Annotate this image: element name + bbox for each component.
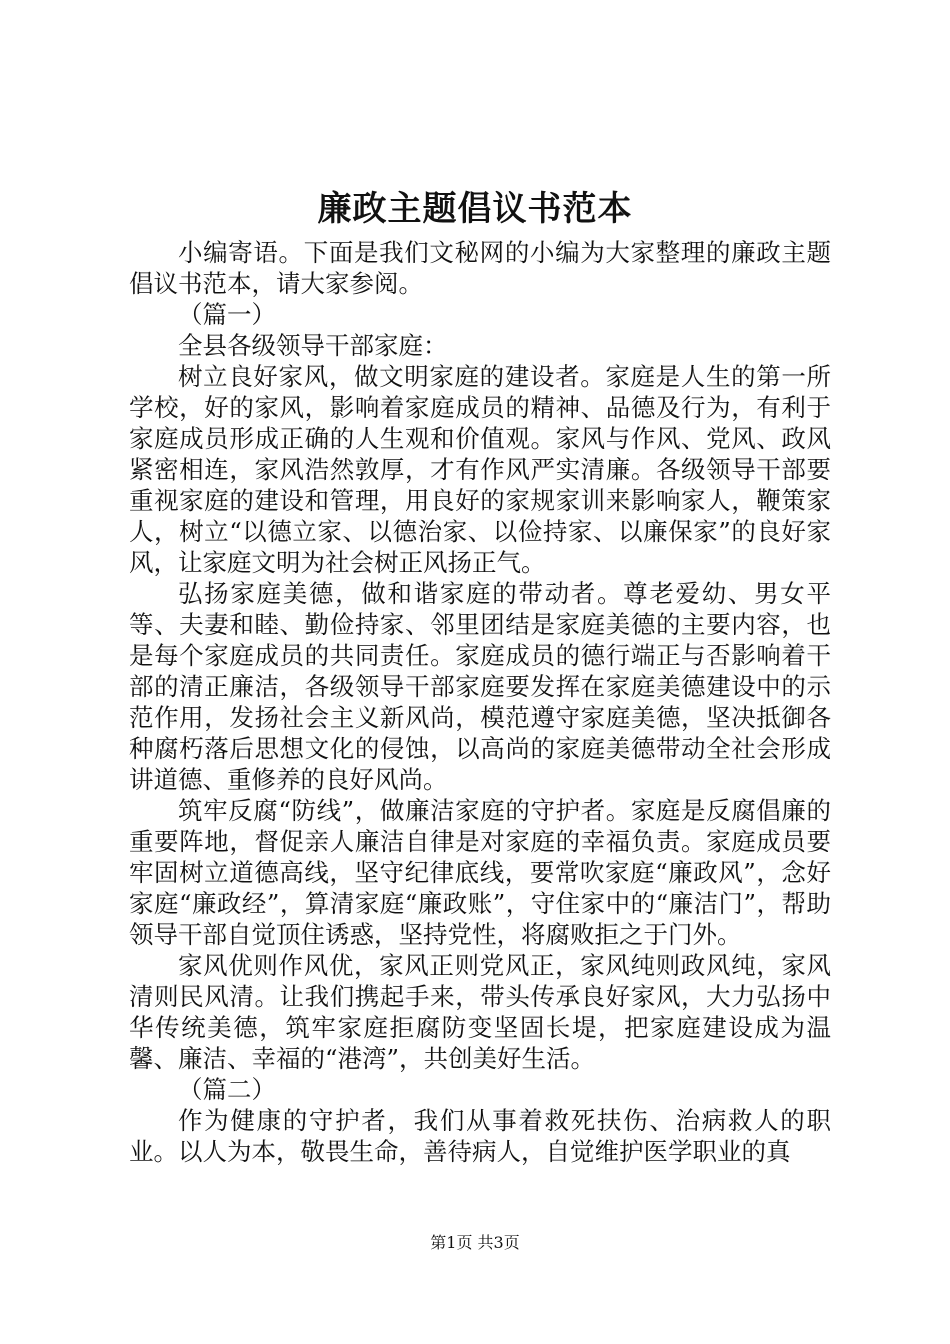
section-heading-part-two: （篇二） bbox=[178, 1075, 276, 1104]
body-paragraph: 弘扬家庭美德，做和谐家庭的带动者。尊老爱幼、男女平等、夫妻和睦、勤俭持家、邻里团结是家庭美德的主要内容，也是每个家庭成员的共同责任。家庭成员的德行端正与否影响着干部的清正廉洁，各级领导干部家庭要发挥在家庭美德建设中的示范作用，发扬社会主义新风尚，模范遵守家庭美德，坚决抵御各种腐朽落后思想文化的侵蚀，以高尚的家庭美德带动全社会形成讲道德、重修养的良好风尚。 bbox=[129, 579, 831, 794]
intro-paragraph: 小编寄语。下面是我们文秘网的小编为大家整理的廉政主题倡议书范本，请大家参阅。 bbox=[129, 238, 831, 298]
body-paragraph: 家风优则作风优，家风正则党风正，家风纯则政风纯，家风清则民风清。让我们携起手来，带头传承良好家风，大力弘扬中华传统美德，筑牢家庭拒腐防变坚固长堤，把家庭建设成为温馨、廉洁、幸福的“港湾”，共创美好生活。 bbox=[129, 951, 831, 1073]
body-paragraph: 筑牢反腐“防线”，做廉洁家庭的守护者。家庭是反腐倡廉的重要阵地，督促亲人廉洁自律是对家庭的幸福负责。家庭成员要牢固树立道德高线，坚守纪律底线，要常吹家庭“廉政风”，念好家庭“廉政经”，算清家庭“廉政账”，守住家中的“廉洁门”，帮助领导干部自觉顶住诱惑，坚持党性，将腐败拒之于门外。 bbox=[129, 796, 831, 949]
section-heading-part-one: （篇一） bbox=[178, 300, 276, 329]
salutation: 全县各级领导干部家庭： bbox=[178, 331, 448, 360]
document-body bbox=[129, 237, 831, 1167]
body-paragraph: 树立良好家风，做文明家庭的建设者。家庭是人生的第一所学校，好的家风，影响着家庭成员的精神、品德及行为，有利于家庭成员形成正确的人生观和价值观。家风与作风、党风、政风紧密相连，家风浩然敦厚，才有作风严实清廉。各级领导干部要重视家庭的建设和管理，用良好的家规家训来影响家人，鞭策家人，树立“以德立家、以德治家、以俭持家、以廉保家”的良好家风，让家庭文明为社会树正风扬正气。 bbox=[129, 362, 831, 577]
document-title: 廉政主题倡议书范本 bbox=[317, 189, 633, 229]
body-paragraph: 作为健康的守护者，我们从事着救死扶伤、治病救人的职业。以人为本，敬畏生命，善待病人，自觉维护医学职业的真 bbox=[129, 1106, 831, 1166]
page-number-footer: 第1页 共3页 bbox=[430, 1233, 520, 1252]
